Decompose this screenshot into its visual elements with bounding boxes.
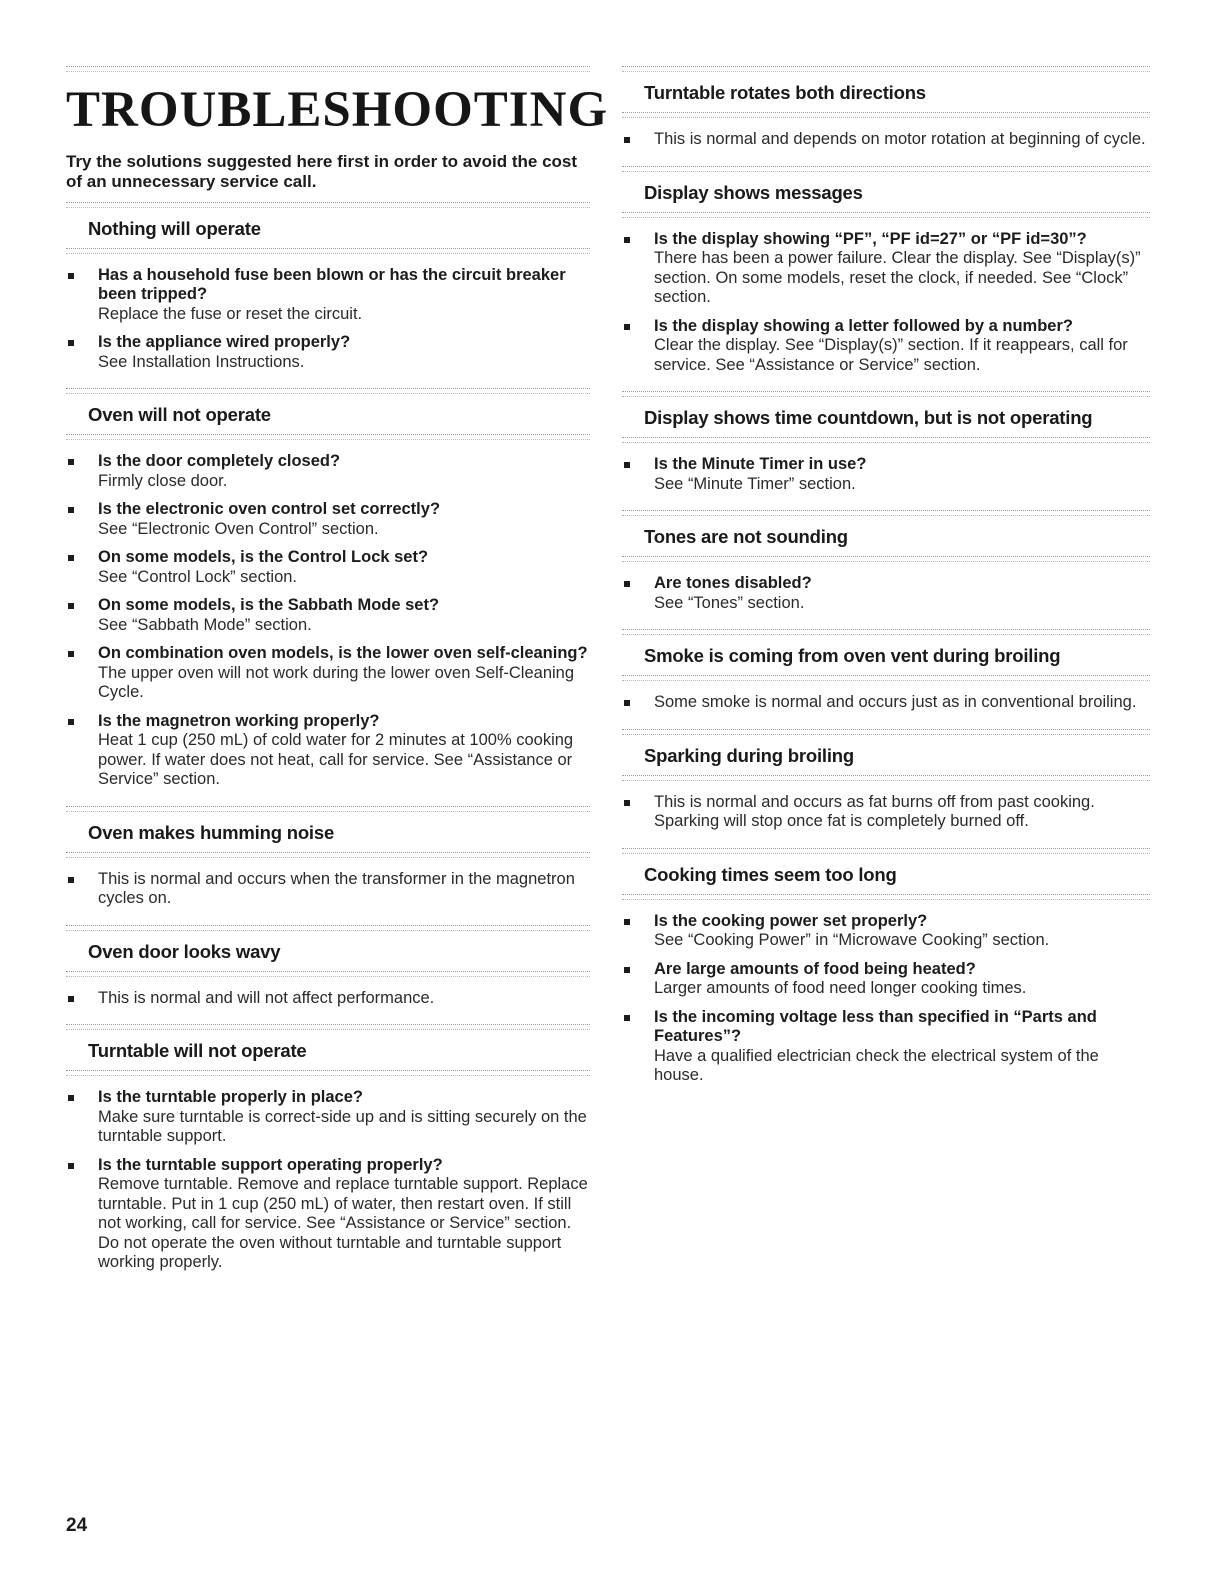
section-heading: Turntable will not operate (88, 1040, 307, 1062)
divider (622, 729, 1150, 735)
list-item (622, 230, 1150, 308)
section-oven-will-not-operate (66, 388, 590, 790)
divider (66, 971, 590, 977)
list-item (66, 989, 590, 1009)
item-list (622, 574, 1150, 613)
divider (66, 1070, 590, 1076)
divider (66, 434, 590, 440)
divider (66, 202, 590, 208)
answer-text: Some smoke is normal and occurs just as in conventional broiling. (654, 693, 1137, 711)
question-text: Is the electronic oven control set correctly? (98, 500, 441, 519)
list-item (622, 455, 1150, 494)
right-sections (622, 66, 1150, 1086)
divider (66, 1024, 590, 1030)
question-text: Are large amounts of food being heated? (654, 959, 976, 978)
divider (622, 775, 1150, 781)
question-text: Are tones disabled? (654, 574, 812, 592)
answer-text: There has been a power failure. Clear the display. See “Display(s)” section. On some models, reset the clock, if needed. See “Clock” section. (654, 249, 1141, 306)
divider (622, 848, 1150, 854)
list-item (622, 574, 1150, 613)
item-list (622, 230, 1150, 376)
list-item (66, 266, 590, 325)
item-list (622, 455, 1150, 494)
answer-text: Heat 1 cup (250 mL) of cold water for 2 minutes at 100% cooking power. If water does not heat, call for service. See “Assistance or Service” section. (98, 731, 574, 789)
list-item (622, 693, 1150, 713)
list-item (66, 452, 590, 491)
question-text: Is the turntable support operating properly? (98, 1155, 443, 1174)
section-oven-door-looks-wavy (66, 925, 590, 1009)
section-oven-makes-humming-noise (66, 806, 590, 909)
divider (66, 806, 590, 812)
answer-text: Have a qualified electrician check the electrical system of the house. (654, 1046, 1099, 1084)
item-list (66, 989, 590, 1009)
divider (66, 852, 590, 858)
question-text: Has a household fuse been blown or has the circuit breaker been tripped? (98, 265, 566, 304)
list-item (66, 870, 590, 909)
divider (622, 437, 1150, 443)
section-heading: Oven door looks wavy (88, 940, 281, 962)
question-text: Is the incoming voltage less than specified in “Parts and Features”? (654, 1007, 1097, 1045)
section-heading: Display shows time countdown, but is not operating (644, 407, 1093, 428)
section-heading: Oven will not operate (88, 404, 271, 426)
answer-text: See “Control Lock” section. (98, 567, 298, 586)
answer-text: See “Cooking Power” in “Microwave Cooking” section. (654, 931, 1050, 949)
section-nothing-will-operate (66, 202, 590, 373)
answer-text: See “Tones” section. (654, 593, 805, 612)
section-heading: Turntable rotates both directions (644, 82, 926, 103)
answer-text: Make sure turntable is correct-side up and is sitting securely on the turntable support. (98, 1107, 587, 1146)
item-list (622, 793, 1150, 832)
answer-text: Clear the display. See “Display(s)” section. If it reappears, call for service. See “Assistance or Service” section. (654, 336, 1128, 374)
question-text: On some models, is the Sabbath Mode set? (98, 596, 440, 615)
section-heading: Tones are not sounding (644, 526, 848, 547)
divider (622, 66, 1150, 72)
answer-text: See “Sabbath Mode” section. (98, 615, 312, 634)
divider (622, 675, 1150, 681)
answer-text: See “Minute Timer” section. (654, 474, 856, 493)
list-item (622, 793, 1150, 832)
divider (66, 66, 590, 72)
list-item (66, 333, 590, 372)
list-item (66, 644, 590, 703)
divider (622, 629, 1150, 635)
answer-text: This is normal and depends on motor rotation at beginning of cycle. (654, 130, 1146, 148)
section-sparking-during-broiling (622, 729, 1150, 832)
section-heading: Nothing will operate (88, 217, 261, 239)
intro-text: Try the solutions suggested here first in order to avoid the cost of an unnecessary service call. (66, 151, 578, 191)
item-list (66, 452, 590, 790)
divider (66, 925, 590, 931)
answer-text: This is normal and will not affect performance. (98, 988, 435, 1007)
right-column (622, 66, 1150, 1102)
list-item (622, 960, 1150, 999)
divider (622, 166, 1150, 172)
section-tones-are-not-sounding (622, 510, 1150, 613)
answer-text: Firmly close door. (98, 471, 228, 490)
left-column (66, 66, 609, 1289)
divider (66, 388, 590, 394)
divider (622, 510, 1150, 516)
list-item (66, 1088, 590, 1147)
question-text: Is the turntable properly in place? (98, 1088, 363, 1107)
section-turntable-will-not-operate (66, 1024, 590, 1273)
question-text: Is the appliance wired properly? (98, 333, 351, 352)
item-list (66, 870, 590, 909)
answer-text: This is normal and occurs as fat burns off from past cooking. Sparking will stop once fat is completely burned off. (654, 792, 1095, 830)
answer-text: See Installation Instructions. (98, 352, 305, 371)
list-item (622, 912, 1150, 951)
question-text: Is the door completely closed? (98, 452, 341, 471)
answer-text: Remove turntable. Remove and replace turntable support. Replace turntable. Put in 1 cup (250 mL) of water, then restart oven. If still not working, call for service. See “Assistance or Service” section. Do not operate the oven without turntable and turntable support working properly. (98, 1175, 588, 1272)
list-item (622, 1008, 1150, 1086)
divider (622, 391, 1150, 397)
section-heading: Oven makes humming noise (88, 821, 335, 843)
section-heading: Sparking during broiling (644, 744, 855, 766)
section-smoke-is-coming-from-oven-vent-during-broiling (622, 629, 1150, 713)
question-text: Is the cooking power set properly? (654, 911, 928, 930)
list-item (622, 317, 1150, 376)
question-text: On some models, is the Control Lock set? (98, 548, 429, 567)
divider (622, 112, 1150, 118)
section-display-shows-messages (622, 166, 1150, 376)
item-list (66, 1088, 590, 1273)
answer-text: See “Electronic Oven Control” section. (98, 519, 379, 538)
answer-text: The upper oven will not work during the lower oven Self-Cleaning Cycle. (98, 663, 575, 702)
item-list (622, 130, 1150, 150)
list-item (622, 130, 1150, 150)
question-text: Is the Minute Timer in use? (654, 455, 867, 473)
answer-text: Replace the fuse or reset the circuit. (98, 304, 363, 323)
list-item (66, 548, 590, 587)
section-turntable-rotates-both-directions (622, 66, 1150, 150)
list-item (66, 500, 590, 539)
divider (66, 248, 590, 254)
question-text: On combination oven models, is the lower oven self-cleaning? (98, 644, 588, 663)
question-text: Is the magnetron working properly? (98, 711, 380, 730)
section-heading: Cooking times seem too long (644, 863, 897, 885)
list-item (66, 596, 590, 635)
divider (622, 556, 1150, 562)
page-number: 24 (66, 1515, 88, 1536)
section-cooking-times-seem-too-long (622, 848, 1150, 1086)
item-list (66, 266, 590, 373)
left-sections (66, 202, 590, 1273)
item-list (622, 912, 1150, 1086)
question-text: Is the display showing a letter followed by a number? (654, 316, 1073, 335)
divider (622, 212, 1150, 218)
section-heading: Smoke is coming from oven vent during broiling (644, 645, 1061, 666)
section-heading: Display shows messages (644, 181, 863, 203)
list-item (66, 712, 590, 790)
divider (622, 894, 1150, 900)
question-text: Is the display showing “PF”, “PF id=27” or “PF id=30”? (654, 229, 1087, 248)
item-list (622, 693, 1150, 713)
list-item (66, 1156, 590, 1273)
answer-text: Larger amounts of food need longer cooking times. (654, 979, 1027, 997)
page-title: TROUBLESHOOTING (66, 82, 609, 138)
answer-text: This is normal and occurs when the transformer in the magnetron cycles on. (98, 869, 575, 908)
section-display-shows-time-countdown-but-is-not-operating (622, 391, 1150, 494)
